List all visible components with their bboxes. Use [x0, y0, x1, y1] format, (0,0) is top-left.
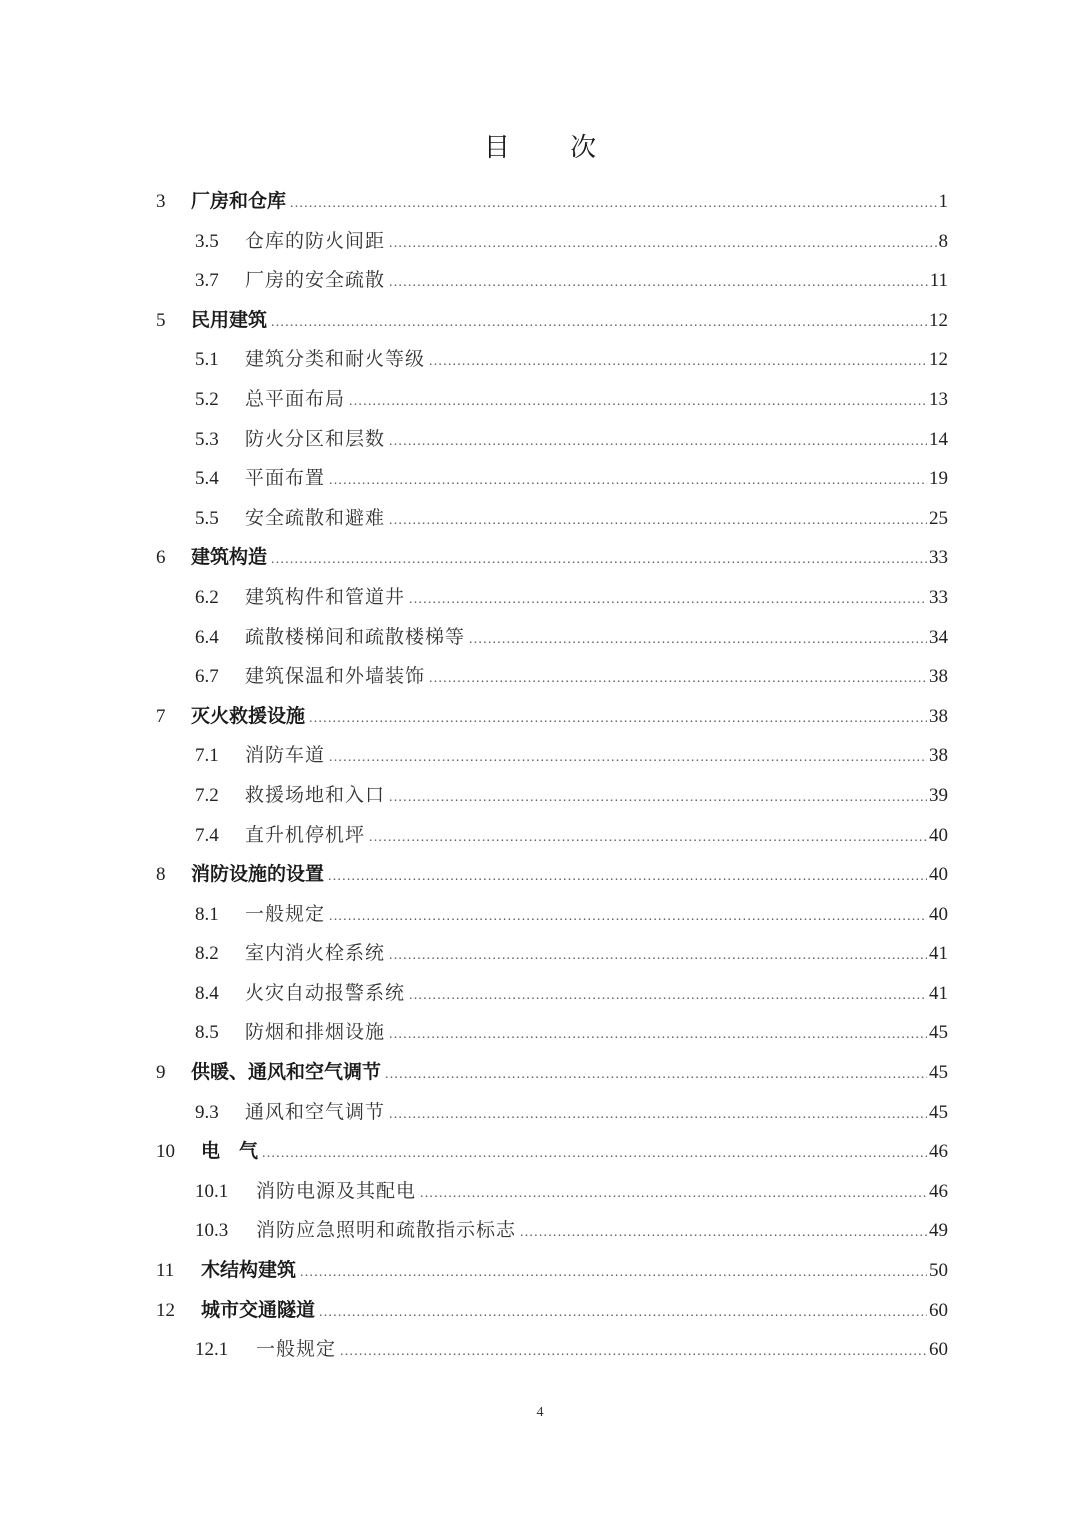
- toc-entry-section[interactable]: [156, 816, 948, 856]
- toc-entry-title: 供暖、通风和空气调节: [191, 1061, 382, 1084]
- toc-leader-dots: [420, 1174, 927, 1214]
- toc-entry-chapter[interactable]: [156, 697, 948, 737]
- toc-entry-page: 1: [938, 191, 948, 212]
- toc-entry-title: 室内消火栓系统: [245, 942, 386, 965]
- toc-entry-number: 6.4: [195, 626, 219, 648]
- toc-entry-chapter[interactable]: [156, 1132, 948, 1172]
- toc-entry-section[interactable]: [156, 618, 948, 658]
- toc-entry-section[interactable]: [156, 776, 948, 816]
- toc-entry-page: 39: [929, 784, 948, 806]
- toc-entry-title: 通风和空气调节: [245, 1100, 386, 1123]
- toc-entry-title: 一般规定: [256, 1338, 337, 1361]
- toc-entry-title: 灭火救援设施: [191, 704, 306, 727]
- toc-entry-number: 5: [156, 309, 166, 331]
- toc-entry-title: 城市交通隧道: [201, 1298, 316, 1321]
- toc-entry-title: 消防电源及其配电: [256, 1179, 417, 1202]
- page-number: 4: [536, 1405, 544, 1420]
- toc-leader-dots: [409, 580, 927, 620]
- table-of-contents: [156, 182, 948, 1370]
- toc-entry-number: 8.2: [195, 943, 219, 965]
- toc-entry-number: 5.5: [195, 507, 219, 529]
- toc-entry-page: 45: [929, 1062, 948, 1084]
- toc-leader-dots: [262, 1134, 927, 1174]
- toc-leader-dots: [389, 224, 936, 264]
- toc-entry-page: 40: [929, 864, 948, 886]
- toc-entry-page: 60: [929, 1299, 948, 1321]
- toc-leader-dots: [271, 540, 927, 580]
- toc-leader-dots: [385, 1055, 927, 1095]
- toc-entry-number: 12.1: [195, 1339, 229, 1361]
- toc-leader-dots: [340, 1332, 927, 1372]
- toc-entry-chapter[interactable]: [156, 538, 948, 578]
- toc-entry-page: 25: [929, 507, 948, 529]
- toc-leader-dots: [309, 699, 927, 739]
- toc-entry-page: 34: [929, 626, 948, 648]
- toc-leader-dots: [389, 936, 927, 976]
- toc-entry-section[interactable]: [156, 578, 948, 618]
- toc-entry-page: 33: [929, 547, 948, 569]
- toc-entry-section[interactable]: [156, 974, 948, 1014]
- toc-entry-page: 41: [929, 943, 948, 965]
- toc-entry-title: 建筑构造: [191, 546, 268, 569]
- toc-leader-dots: [329, 738, 927, 778]
- toc-entry-chapter[interactable]: [156, 855, 948, 895]
- toc-leader-dots: [429, 659, 927, 699]
- toc-entry-section[interactable]: [156, 420, 948, 460]
- toc-entry-title: 疏散楼梯间和疏散楼梯等: [245, 625, 466, 648]
- toc-entry-page: 49: [929, 1220, 948, 1242]
- toc-entry-number: 10: [156, 1141, 175, 1163]
- toc-entry-page: 45: [929, 1022, 948, 1044]
- toc-entry-title: 民用建筑: [191, 308, 268, 331]
- toc-entry-title: 建筑构件和管道井: [245, 585, 406, 608]
- toc-leader-dots: [349, 382, 927, 422]
- toc-entry-number: 8.4: [195, 982, 219, 1004]
- toc-entry-page: 40: [929, 824, 948, 846]
- toc-entry-number: 3.5: [195, 230, 219, 252]
- toc-entry-page: 38: [929, 705, 948, 727]
- toc-entry-page: 40: [929, 903, 948, 925]
- toc-entry-number: 5.1: [195, 349, 219, 371]
- toc-entry-section[interactable]: [156, 340, 948, 380]
- toc-entry-section[interactable]: [156, 1330, 948, 1370]
- toc-leader-dots: [429, 342, 927, 382]
- toc-entry-number: 11: [156, 1260, 175, 1282]
- toc-entry-title: 建筑保温和外墙装饰: [245, 665, 426, 688]
- toc-leader-dots: [290, 184, 936, 224]
- toc-entry-title: 厂房和仓库: [191, 190, 287, 212]
- toc-entry-page: 33: [929, 586, 948, 608]
- toc-entry-page: 41: [929, 982, 948, 1004]
- toc-leader-dots: [389, 1015, 927, 1055]
- toc-entry-chapter[interactable]: [156, 182, 948, 222]
- toc-leader-dots: [520, 1213, 927, 1253]
- toc-entry-title: 火灾自动报警系统: [245, 981, 406, 1004]
- toc-entry-chapter[interactable]: [156, 301, 948, 341]
- toc-leader-dots: [271, 303, 927, 343]
- toc-entry-page: 46: [929, 1180, 948, 1202]
- toc-entry-number: 7: [156, 705, 166, 727]
- toc-entry-number: 12: [156, 1299, 175, 1321]
- toc-entry-number: 9: [156, 1062, 166, 1084]
- toc-entry-section[interactable]: [156, 934, 948, 974]
- page-title: 目 次: [483, 133, 623, 163]
- toc-leader-dots: [469, 620, 927, 660]
- toc-entry-section[interactable]: [156, 1013, 948, 1053]
- toc-entry-page: 13: [929, 388, 948, 410]
- toc-entry-chapter[interactable]: [156, 1291, 948, 1331]
- toc-entry-number: 7.4: [195, 824, 219, 846]
- toc-entry-section[interactable]: [156, 736, 948, 776]
- toc-entry-section[interactable]: [156, 499, 948, 539]
- toc-entry-page: 45: [929, 1101, 948, 1123]
- toc-entry-number: 8.5: [195, 1022, 219, 1044]
- toc-entry-number: 8: [156, 864, 166, 886]
- toc-entry-page: 46: [929, 1141, 948, 1163]
- toc-entry-page: 8: [938, 230, 948, 252]
- toc-entry-title: 电 气: [201, 1140, 259, 1163]
- toc-entry-number: 5.2: [195, 388, 219, 410]
- toc-entry-number: 6.2: [195, 586, 219, 608]
- toc-entry-page: 60: [929, 1339, 948, 1361]
- toc-leader-dots: [389, 422, 927, 462]
- toc-entry-section[interactable]: [156, 222, 948, 262]
- toc-entry-number: 8.1: [195, 903, 219, 925]
- toc-entry-title: 建筑分类和耐火等级: [245, 348, 426, 371]
- toc-entry-title: 厂房的安全疏散: [245, 269, 386, 292]
- toc-entry-title: 木结构建筑: [201, 1259, 297, 1282]
- toc-entry-page: 38: [929, 745, 948, 767]
- toc-entry-title: 防烟和排烟设施: [245, 1021, 386, 1044]
- toc-entry-title: 救援场地和入口: [245, 783, 386, 806]
- toc-entry-title: 总平面布局: [245, 387, 346, 410]
- toc-entry-number: 7.2: [195, 784, 219, 806]
- toc-leader-dots: [329, 461, 927, 501]
- toc-entry-title: 平面布置: [245, 467, 326, 490]
- toc-entry-title: 防火分区和层数: [245, 427, 386, 450]
- toc-entry-chapter[interactable]: [156, 1251, 948, 1291]
- toc-leader-dots: [389, 501, 927, 541]
- toc-entry-title: 仓库的防火间距: [245, 229, 386, 252]
- toc-entry-section[interactable]: [156, 1172, 948, 1212]
- toc-leader-dots: [369, 818, 927, 858]
- toc-leader-dots: [389, 263, 928, 303]
- toc-entry-title: 消防设施的设置: [191, 863, 325, 886]
- toc-entry-page: 11: [929, 270, 948, 292]
- toc-entry-title: 消防车道: [245, 744, 326, 767]
- toc-entry-page: 38: [929, 666, 948, 688]
- toc-entry-number: 5.4: [195, 468, 219, 490]
- toc-entry-number: 3.7: [195, 270, 219, 292]
- toc-entry-title: 消防应急照明和疏散指示标志: [256, 1219, 517, 1242]
- toc-entry-page: 19: [929, 468, 948, 490]
- toc-leader-dots: [328, 857, 927, 897]
- toc-entry-number: 7.1: [195, 745, 219, 767]
- toc-entry-number: 3: [156, 191, 166, 212]
- toc-leader-dots: [300, 1253, 927, 1293]
- toc-leader-dots: [389, 778, 927, 818]
- toc-entry-number: 10.3: [195, 1220, 229, 1242]
- toc-entry-number: 6.7: [195, 666, 219, 688]
- toc-entry-title: 安全疏散和避难: [245, 506, 386, 529]
- toc-leader-dots: [319, 1293, 927, 1333]
- toc-entry-chapter[interactable]: [156, 1053, 948, 1093]
- toc-entry-page: 12: [929, 309, 948, 331]
- toc-entry-page: 50: [929, 1260, 948, 1282]
- toc-entry-title: 直升机停机坪: [245, 823, 366, 846]
- toc-entry-section[interactable]: [156, 261, 948, 301]
- toc-entry-section[interactable]: [156, 895, 948, 935]
- toc-leader-dots: [329, 897, 927, 937]
- toc-entry-page: 12: [929, 349, 948, 371]
- toc-entry-section[interactable]: [156, 1093, 948, 1133]
- toc-entry-number: 5.3: [195, 428, 219, 450]
- toc-entry-section[interactable]: [156, 1211, 948, 1251]
- toc-leader-dots: [409, 976, 927, 1016]
- toc-entry-number: 10.1: [195, 1180, 229, 1202]
- toc-entry-section[interactable]: [156, 459, 948, 499]
- toc-entry-number: 6: [156, 547, 166, 569]
- toc-entry-section[interactable]: [156, 657, 948, 697]
- toc-leader-dots: [389, 1095, 927, 1135]
- toc-entry-number: 9.3: [195, 1101, 219, 1123]
- toc-entry-page: 14: [929, 428, 948, 450]
- toc-entry-section[interactable]: [156, 380, 948, 420]
- toc-entry-title: 一般规定: [245, 902, 326, 925]
